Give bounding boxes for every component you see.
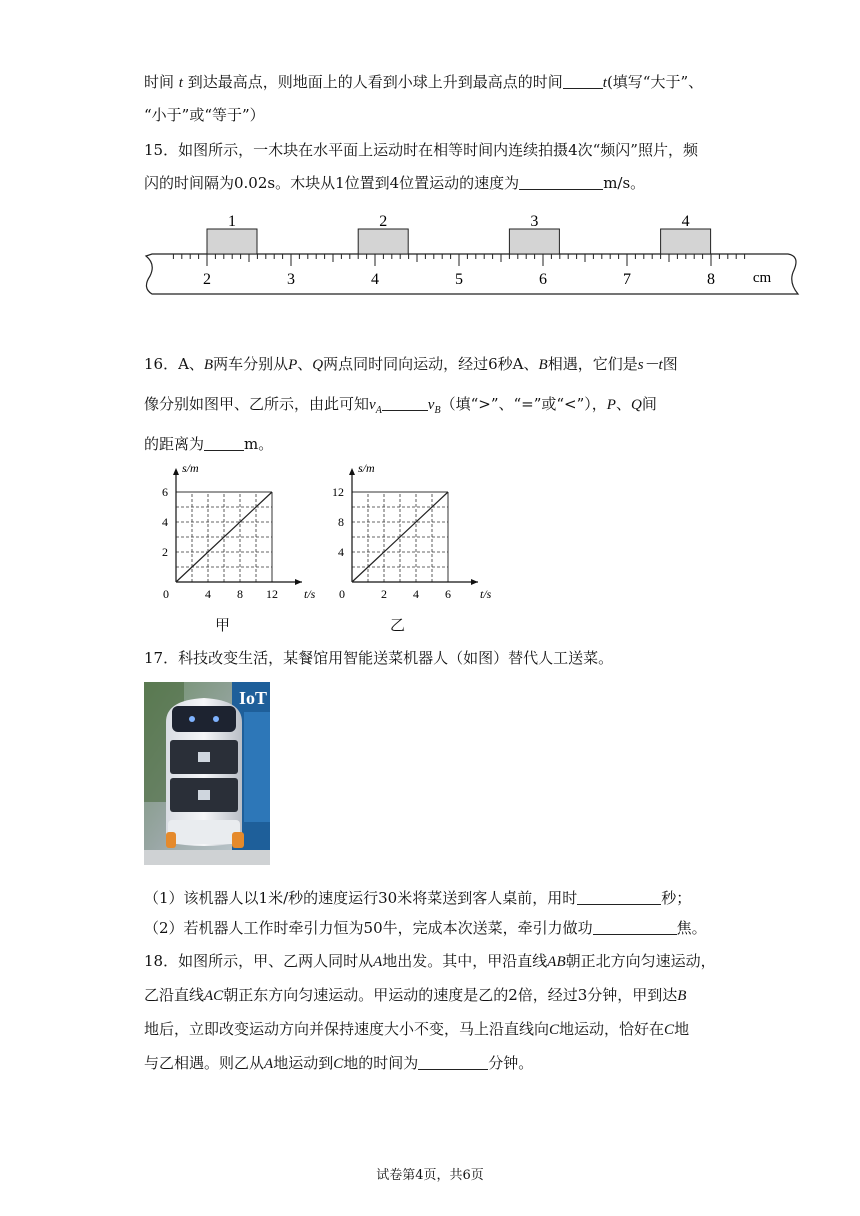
q17-part1: （1）该机器人以1米/秒的速度运行30米将菜送到客人桌前，用时 秒；: [144, 889, 692, 907]
chart-caption-jia: 甲: [215, 616, 231, 634]
q14-answer-blank[interactable]: [563, 72, 603, 89]
wood-block-4: [661, 229, 711, 254]
q16-distance-blank[interactable]: [204, 434, 244, 451]
wood-block-1: [207, 229, 257, 254]
y-tick-label-2: 2: [162, 545, 168, 559]
x-tick-label-4: 4: [205, 587, 211, 601]
wood-block-label-3: 3: [530, 213, 539, 230]
chart-caption-yi: 乙: [390, 616, 406, 634]
q18-answer-blank[interactable]: [418, 1053, 488, 1070]
x-tick-label-6: 6: [445, 587, 451, 601]
wood-block-2: [358, 229, 408, 254]
robot-image: [144, 682, 270, 865]
x-tick-label-4: 4: [413, 587, 419, 601]
x-axis-arrow: [471, 579, 478, 585]
q17-line1: 17．科技改变生活，某餐馆用智能送菜机器人（如图）替代人工送菜。: [144, 649, 614, 667]
q14-line2: “小于”或“等于”）: [144, 106, 265, 124]
x-tick-label-2: 2: [381, 587, 387, 601]
x-axis-label: t/s: [480, 587, 492, 601]
wood-block-label-2: 2: [379, 213, 388, 230]
q16-compare-blank[interactable]: [382, 394, 428, 411]
q18-line2: 乙沿直线AC朝正东方向匀速运动。甲运动的速度是乙的2倍，经过3分钟，甲到达B: [144, 986, 687, 1004]
q17-work-blank[interactable]: [593, 918, 677, 935]
st-chart-yi: [318, 460, 490, 620]
y-axis-arrow: [173, 468, 179, 475]
y-axis-label: s/m: [182, 461, 199, 475]
ruler-tick-label-5: 5: [455, 271, 463, 288]
y-tick-label-4: 4: [338, 545, 344, 559]
q15-line1: 15．如图所示，一木块在水平面上运动时在相等时间内连续拍摄4次“频闪”照片，频: [144, 141, 698, 159]
q15-line2: 闪的时间隔为0.02s。木块从1位置到4位置运动的速度为 m/s。: [144, 174, 646, 192]
ruler-tick-label-6: 6: [539, 271, 547, 288]
q14-line1: 时间 t 到达最高点，则地面上的人看到小球上升到最高点的时间 t(填写“大于”、: [144, 73, 704, 91]
ruler-unit: cm: [752, 270, 772, 286]
iot-sign: IoT: [239, 688, 268, 708]
y-axis-label: s/m: [358, 461, 375, 475]
ruler-tick-label-8: 8: [707, 271, 715, 288]
x-axis-arrow: [295, 579, 302, 585]
q18-line1: 18．如图所示，甲、乙两人同时从A地出发。其中，甲沿直线AB朝正北方向匀速运动，: [144, 952, 716, 970]
origin-label: 0: [163, 587, 169, 601]
ruler-body: [146, 254, 798, 294]
y-tick-label-4: 4: [162, 515, 168, 529]
x-tick-label-8: 8: [237, 587, 243, 601]
q17-time-blank[interactable]: [577, 888, 661, 905]
q16-line3: 的距离为 m。: [144, 435, 274, 453]
wood-block-3: [509, 229, 559, 254]
x-tick-label-12: 12: [266, 587, 278, 601]
q16-line1: 16．A、B两车分别从P、Q两点同时同向运动，经过6秒A、B相遇，它们是s－t图: [144, 355, 678, 373]
st-chart-jia: [142, 460, 314, 620]
q18-line4: 与乙相遇。则乙从A地运动到C地的时间为 分钟。: [144, 1054, 534, 1072]
wood-block-label-4: 4: [681, 213, 690, 230]
q17-part2: （2）若机器人工作时牵引力恒为50牛，完成本次送菜，牵引力做功 焦。: [144, 919, 707, 937]
y-tick-label-6: 6: [162, 485, 168, 499]
x-axis-label: t/s: [304, 587, 316, 601]
ruler-figure: [138, 208, 806, 302]
ruler-tick-label-7: 7: [623, 271, 631, 288]
q15-answer-blank[interactable]: [519, 173, 603, 190]
y-axis-arrow: [349, 468, 355, 475]
q16-line2: 像分别如图甲、乙所示，由此可知$v_A$ $v_B$（填“>”、“=”或“<”），P、Q间: [144, 395, 657, 416]
y-tick-label-12: 12: [332, 485, 344, 499]
page-footer: 试卷第4页，共6页: [376, 1168, 484, 1183]
origin-label: 0: [339, 587, 345, 601]
ruler-tick-label-4: 4: [371, 271, 379, 288]
ruler-tick-label-3: 3: [287, 271, 295, 288]
y-tick-label-8: 8: [338, 515, 344, 529]
robot-photo: [144, 682, 270, 865]
q18-line3: 地后，立即改变运动方向并保持速度大小不变，马上沿直线向C地运动，恰好在C地: [144, 1020, 690, 1038]
wood-block-label-1: 1: [228, 213, 236, 230]
ruler-tick-label-2: 2: [203, 271, 211, 288]
